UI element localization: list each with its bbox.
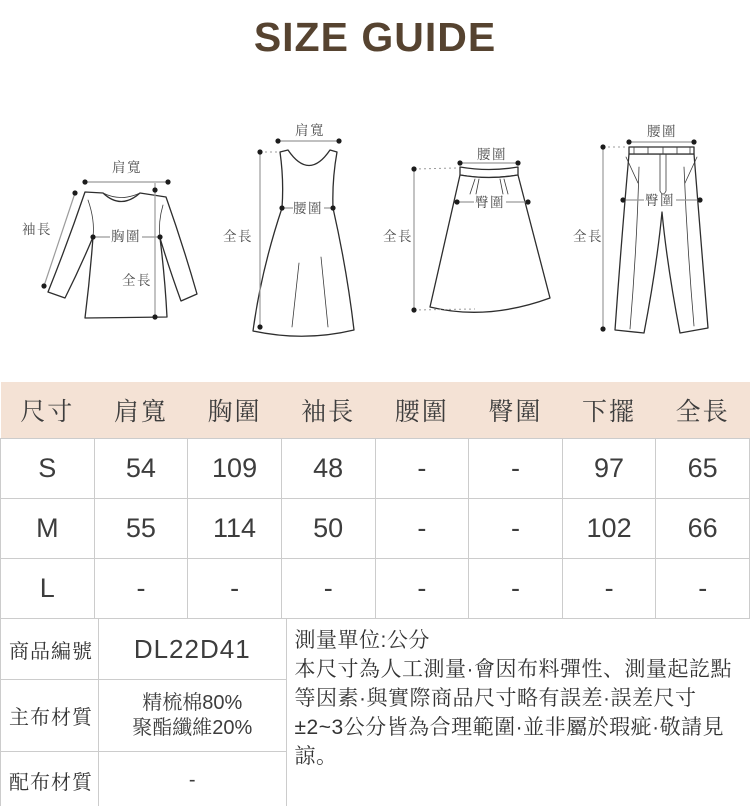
size-cell: S xyxy=(1,439,95,499)
pants-length-label: 全長 xyxy=(573,229,603,244)
size-table-header-row xyxy=(1,382,750,439)
col-header-hem: 下擺 xyxy=(562,382,656,439)
dress-outline xyxy=(253,150,354,336)
main-fabric-label: 主布材質 xyxy=(1,680,99,752)
bottom-section xyxy=(0,618,750,806)
size-cell: L xyxy=(1,559,95,619)
col-header-length: 全長 xyxy=(656,382,750,439)
main-fabric-row xyxy=(1,680,286,752)
value-cell: - xyxy=(375,499,469,559)
col-header-bust: 胸圍 xyxy=(188,382,282,439)
value-cell: - xyxy=(469,499,563,559)
table-row-size-l xyxy=(1,559,750,619)
main-fabric-line2: 聚酯纖維20% xyxy=(132,716,253,739)
dress-shoulder-label: 肩寬 xyxy=(295,123,325,138)
col-header-size: 尺寸 xyxy=(1,382,95,439)
value-cell: 54 xyxy=(94,439,188,499)
top-sleeve-label: 袖長 xyxy=(22,222,52,237)
table-row-size-s xyxy=(1,439,750,499)
product-info-table xyxy=(0,618,286,806)
value-cell: 50 xyxy=(281,499,375,559)
dress-diagram xyxy=(220,105,390,345)
value-cell: - xyxy=(469,439,563,499)
value-cell: 66 xyxy=(656,499,750,559)
value-cell: - xyxy=(562,559,656,619)
pants-diagram xyxy=(560,105,750,345)
value-cell: 48 xyxy=(281,439,375,499)
value-cell: - xyxy=(375,559,469,619)
col-header-hip: 臀圍 xyxy=(469,382,563,439)
dress-waist-label: 腰圍 xyxy=(293,201,323,216)
size-table xyxy=(0,382,750,618)
value-cell: - xyxy=(469,559,563,619)
col-header-sleeve: 袖長 xyxy=(281,382,375,439)
value-cell: 97 xyxy=(562,439,656,499)
skirt-hip-label: 臀圍 xyxy=(475,195,505,210)
measurement-notes xyxy=(286,618,750,806)
page-title: SIZE GUIDE xyxy=(253,14,497,60)
col-header-waist: 腰圍 xyxy=(375,382,469,439)
value-cell: 55 xyxy=(94,499,188,559)
value-cell: 102 xyxy=(562,499,656,559)
top-shoulder-label: 肩寬 xyxy=(112,160,142,175)
table-row-size-m xyxy=(1,499,750,559)
trim-fabric-label: 配布材質 xyxy=(1,752,99,806)
value-cell: - xyxy=(656,559,750,619)
product-code-row xyxy=(1,619,286,680)
skirt-length-label: 全長 xyxy=(383,229,413,244)
tables-section xyxy=(0,382,750,806)
trim-fabric-row xyxy=(1,752,286,806)
value-cell: - xyxy=(188,559,282,619)
measurement-disclaimer: 本尺寸為人工測量·會因布料彈性、測量起訖點等因素·與實際商品尺寸略有誤差·誤差尺寸±2~3公分皆為合理範圍·並非屬於瑕疵·敬請見諒。 xyxy=(294,658,732,768)
skirt-waist-label: 腰圍 xyxy=(477,147,507,162)
product-code-label: 商品編號 xyxy=(1,619,99,680)
value-cell: 65 xyxy=(656,439,750,499)
long-sleeve-top-diagram xyxy=(15,150,215,370)
trim-fabric-value: - xyxy=(99,752,286,806)
col-header-shoulder: 肩寬 xyxy=(94,382,188,439)
dress-length-label: 全長 xyxy=(223,229,253,244)
main-fabric-value xyxy=(99,680,286,752)
top-length-label: 全長 xyxy=(122,273,152,288)
product-code-value: DL22D41 xyxy=(99,619,286,680)
pants-waist-label: 腰圍 xyxy=(647,124,677,139)
pants-outline xyxy=(615,154,708,333)
value-cell: - xyxy=(281,559,375,619)
top-outline xyxy=(48,192,197,318)
skirt-diagram xyxy=(380,115,570,345)
size-cell: M xyxy=(1,499,95,559)
value-cell: - xyxy=(375,439,469,499)
main-fabric-line1: 精梳棉80% xyxy=(142,691,243,714)
value-cell: - xyxy=(94,559,188,619)
value-cell: 109 xyxy=(188,439,282,499)
value-cell: 114 xyxy=(188,499,282,559)
pants-hip-label: 臀圍 xyxy=(645,193,675,208)
measurement-unit-line: 測量單位:公分 xyxy=(294,629,430,652)
top-bust-label: 胸圍 xyxy=(111,229,141,244)
